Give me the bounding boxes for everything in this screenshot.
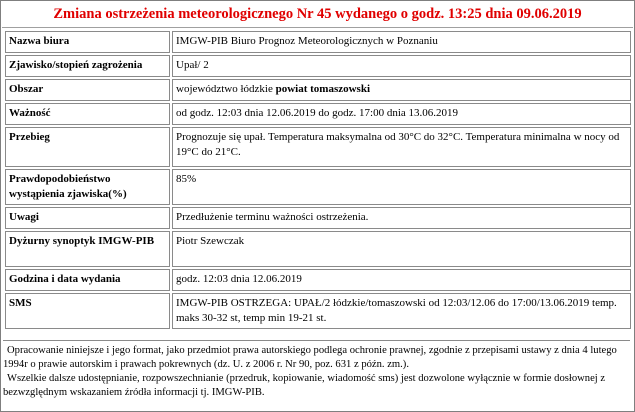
- row-value-sms: IMGW-PIB OSTRZEGA: UPAŁ/2 łódzkie/tomaszowski od 12:03/12.06 do 17:00/13.06.2019 temp. maks 30-32 st, temp min 19-21 st.: [172, 293, 631, 329]
- row-value-office: IMGW-PIB Biuro Prognoz Meteorologicznych w Poznaniu: [172, 31, 631, 53]
- area-voivodeship: województwo łódzkie: [176, 83, 276, 95]
- table-row: [5, 55, 631, 77]
- row-label-forecaster: Dyżurny synoptyk IMGW-PIB: [5, 231, 170, 267]
- table-row: [5, 269, 631, 291]
- row-label-course: Przebieg: [5, 127, 170, 167]
- table-row: [5, 231, 631, 267]
- row-label-office: Nazwa biura: [5, 31, 170, 53]
- row-label-remarks: Uwagi: [5, 207, 170, 229]
- table-row: [5, 207, 631, 229]
- row-label-validity: Ważność: [5, 103, 170, 125]
- table-row: [5, 127, 631, 167]
- row-value-validity: od godz. 12:03 dnia 12.06.2019 do godz. 17:00 dnia 13.06.2019: [172, 103, 631, 125]
- table-row: [5, 31, 631, 53]
- copyright-footer: [3, 340, 630, 400]
- row-value-phenomenon: Upał/ 2: [172, 55, 631, 77]
- row-value-issued: godz. 12:03 dnia 12.06.2019: [172, 269, 631, 291]
- warning-details-table: [3, 29, 633, 331]
- row-value-forecaster: Piotr Szewczak: [172, 231, 631, 267]
- row-label-issued: Godzina i data wydania: [5, 269, 170, 291]
- table-row: [5, 169, 631, 205]
- row-label-area: Obszar: [5, 79, 170, 101]
- row-label-phenomenon: Zjawisko/stopień zagrożenia: [5, 55, 170, 77]
- row-label-probability: Prawdopodobieństwo wystąpienia zjawiska(%): [5, 169, 170, 205]
- area-county: powiat tomaszowski: [275, 83, 371, 95]
- row-value-remarks: Przedłużenie terminu ważności ostrzeżenia.: [172, 207, 631, 229]
- row-label-sms: SMS: [5, 293, 170, 329]
- redistribution-notice: Wszelkie dalsze udostępnianie, rozpowszechnianie (przedruk, kopiowanie, wiadomość sms) jest dozwolone wyłącznie w formie dosłownej z bezwzględnym wskazaniem źródła informacji tj. IMGW-PIB.: [3, 373, 606, 398]
- row-value-area: [172, 79, 631, 101]
- row-value-probability: 85%: [172, 169, 631, 205]
- document-title: Zmiana ostrzeżenia meteorologicznego Nr 45 wydanego o godz. 13:25 dnia 09.06.2019: [2, 1, 633, 28]
- table-row: [5, 103, 631, 125]
- copyright-notice: Opracowanie niniejsze i jego format, jako przedmiot prawa autorskiego podlega ochronie prawnej, zgodnie z przepisami ustawy z dnia 4 lutego 1994r o prawie autorskim i prawach pokrewnych (dz. U. z 2006 r. Nr 90, poz. 631 z późn. zm.).: [3, 345, 617, 370]
- table-row: [5, 293, 631, 329]
- row-value-course: Prognozuje się upał. Temperatura maksymalna od 30°C do 32°C. Temperatura minimalna w nocy od 19°C do 21°C.: [172, 127, 631, 167]
- table-row: [5, 79, 631, 101]
